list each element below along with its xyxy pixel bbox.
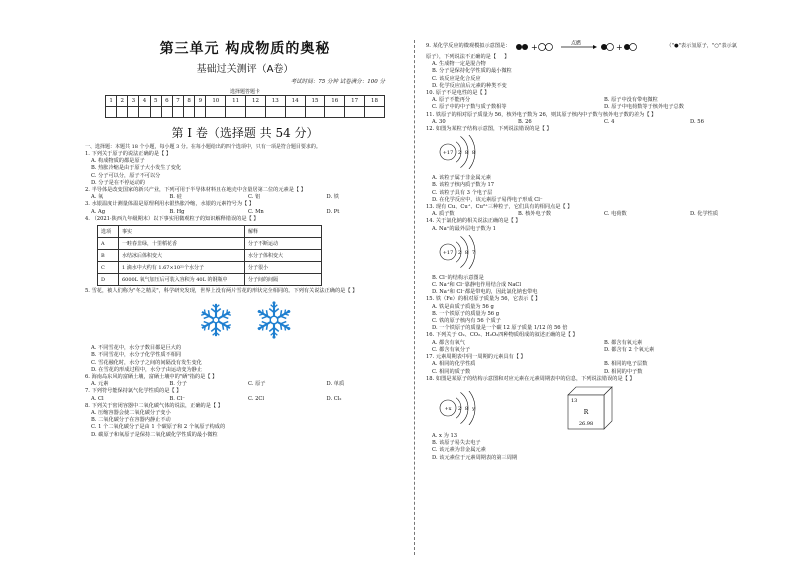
answer-card-blank (325, 107, 345, 118)
option: A. Ag (91, 208, 106, 215)
table-cell: 分子很小 (245, 262, 322, 274)
question-stem: 11. 铁原子的相对原子质量为 56，核外电子数为 26，则其原子核内中子数与核外电子数的差为【 】 (426, 111, 657, 118)
option: C. 4 (604, 118, 615, 125)
option: A. 30 (432, 118, 446, 125)
reaction-diagram (513, 40, 663, 54)
option: B. 一个铁原子的质量为 56 g (432, 310, 500, 317)
option: C. 电荷数 (604, 211, 627, 218)
hydrogen-atom-icon (516, 44, 522, 50)
answer-card-blank (285, 107, 305, 118)
element-symbol: R (583, 408, 589, 416)
option: A. 构成物质的都是原子 (91, 158, 145, 165)
column-divider (414, 40, 415, 555)
table-cell: D (98, 274, 119, 286)
question-stem: 18. 如图是某原子的结构示意图和对应元素在元素周期表中的信息，下列说法错误的是【 】 (426, 375, 635, 382)
option: B. 硅 (169, 194, 182, 201)
option: D. 化学反应前后元素的种类不变 (432, 82, 507, 89)
option-row (426, 340, 776, 347)
answer-card-number: 1 (106, 96, 117, 107)
option: B. 二氧化碳分子在容器内静止不动 (91, 417, 171, 424)
option: D. 原子中电荷数等于核外电子总数 (604, 104, 684, 111)
question-stem: 13. 现有 Cu、Cu⁺、Cu²⁺三种粒子，它们具有的相同点是【 】 (426, 204, 573, 211)
question-stem: 16. 下列关于 O₂、CO₂、H₂O₂四种物质组成的叙述正确的是【 】 (426, 332, 578, 339)
answer-card-number: 5 (150, 96, 161, 107)
option: B. 不同雪花中，水分子化学性质不相同 (91, 352, 182, 359)
electron-count: 8 (471, 150, 476, 157)
question-group-1 (85, 151, 405, 223)
electron-count: y (472, 405, 475, 412)
question-stem: 10. 原子不是电性的是【 】 (426, 90, 490, 97)
option: B. 相同的电子层数 (604, 361, 648, 368)
option: B. 都含有氧元素 (604, 339, 643, 346)
option-row (426, 361, 776, 368)
option: C. 该粒子具有 3 个电子层 (432, 189, 493, 196)
option: D. 相同的中子数 (604, 368, 643, 375)
option: A. 相同的化学性质 (432, 361, 476, 368)
option: C. 都含有氧分子 (432, 346, 471, 353)
option: C. 雪花融化时，水分子之间的间隔没有发生变化 (91, 359, 202, 366)
option: D. 在雪花的形成过程中，水分子由运动变为静止 (91, 366, 203, 373)
element-number: 13 (571, 397, 578, 404)
table-cell: 分子间的间隔 (245, 274, 322, 286)
answer-card-blank (265, 107, 285, 118)
arrow-label: 点燃 (571, 40, 582, 47)
chlorine-atom-icon (546, 44, 553, 51)
answer-card-blank (128, 107, 139, 118)
atom-structure-icon (426, 135, 526, 169)
option: D. 碳原子和氧原子是保持二氧化碳化学性质的最小微粒 (91, 431, 218, 438)
answer-card-number: 16 (325, 96, 345, 107)
option: C. 该元素为非金属元素 (432, 447, 486, 454)
option: A. 质子数 (432, 211, 455, 218)
answer-card-number: 14 (285, 96, 305, 107)
option: A. 该粒子属于非金属元素 (432, 175, 491, 182)
option: B. 分子 (169, 381, 187, 388)
option: C. Na⁺和 Cl⁻靠静电作用结合成 NaCl (432, 282, 522, 289)
answer-card-number: 3 (128, 96, 139, 107)
option: A. Cl (91, 395, 104, 402)
question-stem: 2. 半导体是改变国家的新兴产业，下列可用于半导体材料且在地壳中含量居第二位的元素是【 】 (85, 187, 306, 194)
question-stem: 6. 海南岛东风的富硒土壤，富硒土壤中的"硒"指的是【 】 (85, 374, 218, 381)
option: D. 铁 (326, 194, 339, 201)
table-row (98, 250, 322, 262)
snowflake-figure (85, 301, 405, 339)
q4-table-header-cell: 选项 (98, 226, 119, 238)
option: A. 氧 (91, 194, 104, 201)
q9-legend: （"●"表示氢原子，"○"表示氯 (666, 43, 737, 50)
chlorine-atom-icon (607, 44, 614, 51)
answer-card-blank (150, 107, 161, 118)
answer-card-blanks (106, 107, 385, 118)
option: C. 1 个二氧化碳分子是由 1 个碳原子和 2 个氧原子构成的 (91, 424, 226, 431)
option-row (426, 347, 776, 354)
table-cell: 水分子体积变大 (245, 250, 322, 262)
question-stem: 12. 如图为某粒子结构示意图，下列说法错误的是【 】 (426, 126, 552, 133)
table-cell: 水结冰后体积变大 (119, 250, 245, 262)
option: A. 不同雪花中，水分子数目都是巨大的 (91, 345, 182, 352)
option: C. 该反应是化合反应 (432, 75, 481, 82)
q18-figure (426, 385, 776, 431)
option: C. 原子中的中子数与质子数相等 (432, 104, 507, 111)
hydrogen-atom-icon (624, 44, 630, 50)
q9-stem: 9. 某化学反应的微观模拟示意图是： (426, 43, 511, 50)
table-row (98, 274, 322, 286)
option-row (85, 209, 405, 216)
answer-card-number: 13 (265, 96, 285, 107)
atom-diagram-12 (426, 135, 776, 173)
question-stem: 8. 下列关于密闭容器中二氧化碳气体的说法，正确的是【 】 (85, 402, 223, 409)
option: B. Hg (169, 208, 185, 215)
table-cell: 6000L 氧气加压后可装入容积为 40L 的钢瓶中 (119, 274, 245, 286)
answer-card-number: 12 (246, 96, 266, 107)
electron-count: 2 (457, 150, 462, 157)
question-group-3 (426, 90, 776, 133)
q9-options (426, 61, 776, 90)
electron-count: 2 (457, 249, 462, 256)
page-title: 第三单元 构成物质的奥秘 (159, 41, 331, 57)
answer-card-blank (184, 107, 195, 118)
table-row (98, 238, 322, 250)
answer-card-blank (195, 107, 206, 118)
option: D. 分子是在不停运动的 (91, 179, 145, 186)
q4-table (97, 225, 322, 286)
electron-count: 8 (464, 150, 469, 157)
answer-card-number: 11 (226, 96, 246, 107)
answer-card-blank (206, 107, 226, 118)
q14-options (426, 275, 776, 297)
option-row (426, 119, 776, 126)
option: B. 核外电子数 (518, 211, 552, 218)
electron-count: 8 (464, 405, 469, 412)
question-stem: 4. （2021·陕西九年级期末）以下事实用微观粒子的知识解释错误的是【 】 (85, 215, 259, 222)
option: A. 都含有氧气 (432, 339, 465, 346)
hydrogen-atom-icon (522, 44, 528, 50)
option: D. 在化学反应中，该元素原子易得电子形成 Cl⁻ (432, 196, 543, 203)
option: B. 热胀冷缩是由于原子大小发生了变化 (91, 165, 182, 172)
question-stem: 14. 关于氯化钠的相关说法正确的是【 】 (426, 218, 521, 225)
answer-card-blank (139, 107, 150, 118)
option: B. 原子中没有带电微粒 (604, 97, 658, 104)
option: A. x 为 13 (432, 432, 458, 439)
option: B. 该原子易失去电子 (432, 440, 481, 447)
q4-table-body (98, 238, 322, 286)
answer-card-number: 2 (117, 96, 128, 107)
option: C. 相同的质子数 (432, 368, 471, 375)
snowflake-icon (197, 301, 235, 339)
answer-card-number: 9 (195, 96, 206, 107)
nucleus-charge: +17 (442, 150, 454, 157)
option: D. 一个铁原子的质量是一个碳 12 原子质量 1/12 的 56 倍 (432, 325, 568, 332)
answer-card-blank (345, 107, 365, 118)
option: D. Cl₂ (326, 395, 342, 402)
chlorine-atom-icon (539, 44, 546, 51)
question-group-4 (426, 204, 776, 233)
option: B. Cl⁻的结构示意图是 (432, 274, 484, 281)
chlorine-atom-icon (630, 44, 637, 51)
element-cell-icon (566, 385, 614, 431)
answer-card-number: 18 (365, 96, 385, 107)
q4-table-header-cell: 事实 (119, 226, 245, 238)
option: A. 铁是由质子质量为 56 g (432, 303, 494, 310)
table-cell: A (98, 238, 119, 250)
q4-table-head (98, 226, 322, 238)
table-cell: 1 滴水中大约有 1.67×10²¹个水分子 (119, 262, 245, 274)
atom-structure-icon (426, 235, 526, 269)
q9-stem-2: 原子），下列说法不正确的是【 】 (426, 54, 510, 60)
option: A. 原子不能再分 (432, 97, 471, 104)
option: D. 化学性质 (690, 211, 719, 218)
answer-card-number: 15 (305, 96, 325, 107)
answer-card-blank (365, 107, 385, 118)
option: D. 该元素位于元素周期表的第三周期 (432, 454, 518, 461)
q18-options (426, 433, 776, 462)
option: C. 2Cl (248, 395, 265, 402)
answer-card-blank (106, 107, 117, 118)
electron-count: 2 (457, 405, 462, 412)
q9-stem-line (426, 40, 776, 54)
q5-options (85, 345, 405, 374)
answer-card-blank (305, 107, 325, 118)
table-cell: C (98, 262, 119, 274)
table-row (98, 262, 322, 274)
option-row (85, 396, 405, 403)
snowflake-icon (255, 301, 293, 339)
option: C. 铁的原子核内有 56 个质子 (432, 318, 501, 325)
electron-count: 7 (471, 249, 476, 256)
exam-meta: 考试时间：75 分钟 试卷满分：100 分 (290, 79, 385, 85)
left-column (85, 30, 405, 439)
electron-count: 8 (464, 249, 469, 256)
answer-card-number: 8 (184, 96, 195, 107)
question-stem: 17. 元素周期表中同一周期的元素具有【 】 (426, 354, 526, 361)
option: B. 26 (518, 118, 532, 125)
option: B. 该粒子核内质子数为 17 (432, 182, 495, 189)
section-title: 第 I 卷（选择题 共 54 分） (171, 126, 319, 140)
option: C. 铝 (248, 194, 261, 201)
answer-card-blank (161, 107, 172, 118)
option: A. 生成物一定是混合物 (432, 61, 486, 68)
answer-card-blank (226, 107, 246, 118)
option: D. Pt (326, 208, 340, 215)
answer-card-blank (117, 107, 128, 118)
answer-card-number: 6 (161, 96, 172, 107)
q12-options (426, 175, 776, 204)
option: D. 56 (690, 118, 704, 125)
answer-card-number: 10 (206, 96, 226, 107)
answer-card-number: 17 (345, 96, 365, 107)
table-cell: 一畦春韭绿，十里稻花香 (119, 238, 245, 250)
hydrogen-atom-icon (601, 44, 607, 50)
question-stem: 3. 水银温度计测量体温是原理利用水银热胀冷缩，水银的元素符号为【 】 (85, 201, 255, 208)
question-stem: 15. 铁（Fe）的相对原子质量为 56，它表示【 】 (426, 296, 541, 303)
atom-structure-icon (426, 391, 526, 425)
answer-card-table (105, 95, 385, 118)
answer-card-blank (246, 107, 266, 118)
option-row (426, 369, 776, 376)
option: B. Cl⁻ (169, 395, 185, 402)
right-column (426, 40, 776, 462)
option: A. 压缩容器会使二氧化碳分子变小 (91, 410, 171, 417)
table-cell: B (98, 250, 119, 262)
answer-card-number: 7 (172, 96, 183, 107)
svg-text:+: + (531, 43, 539, 52)
option: C. 分子可以分，原子不可以分 (91, 172, 161, 179)
element-mass: 26.98 (578, 420, 594, 427)
section-instructions: 一、选择题：本题共 18 个小题，每小题 3 分。在每小题给出的四个选项中，只有一项是符合题目要求的。 (85, 144, 321, 150)
question-group-2 (85, 374, 405, 439)
option: D. 单质 (326, 381, 345, 388)
answer-card-number: 4 (139, 96, 150, 107)
nucleus-charge: +17 (442, 249, 454, 256)
atom-diagram-14 (426, 235, 776, 273)
question-stem: 7. 下列符号能保持氯气化学性质的是【 】 (85, 388, 182, 395)
option: C. 原子 (248, 381, 266, 388)
nucleus-charge: +x (444, 405, 452, 412)
option: C. Mn (248, 208, 264, 215)
answer-card-blank (172, 107, 183, 118)
option: D. Na⁺和 Cl⁻都是带电的，因此氯化钠也带电 (432, 289, 538, 296)
q4-table-header-cell: 解释 (245, 226, 322, 238)
question-stem: 1. 下列关于原子的说法正确的是【 】 (85, 151, 172, 157)
option: A. Na⁺的最外层电子数为 1 (432, 225, 496, 232)
option: B. 分子是保持化学性质的最小微粒 (432, 68, 512, 75)
option-row (426, 104, 776, 111)
page-subtitle: 基础过关测评（A卷） (196, 64, 294, 75)
table-cell: 分子不断运动 (245, 238, 322, 250)
option: D. 都含有 2 个氧元素 (604, 346, 655, 353)
option: A. 元素 (91, 381, 109, 388)
q5-stem: 5. 雪花，被人们称为"冬之精灵"，科学研究发现，世界上没有两片雪花的形状完全相同的。下列有关说法正确的是【 】 (85, 288, 358, 295)
svg-text:+: + (616, 43, 624, 52)
answer-card-numbers (106, 96, 385, 107)
question-group-5 (426, 296, 776, 382)
answer-card-title: 选择题答题卡 (229, 89, 260, 95)
